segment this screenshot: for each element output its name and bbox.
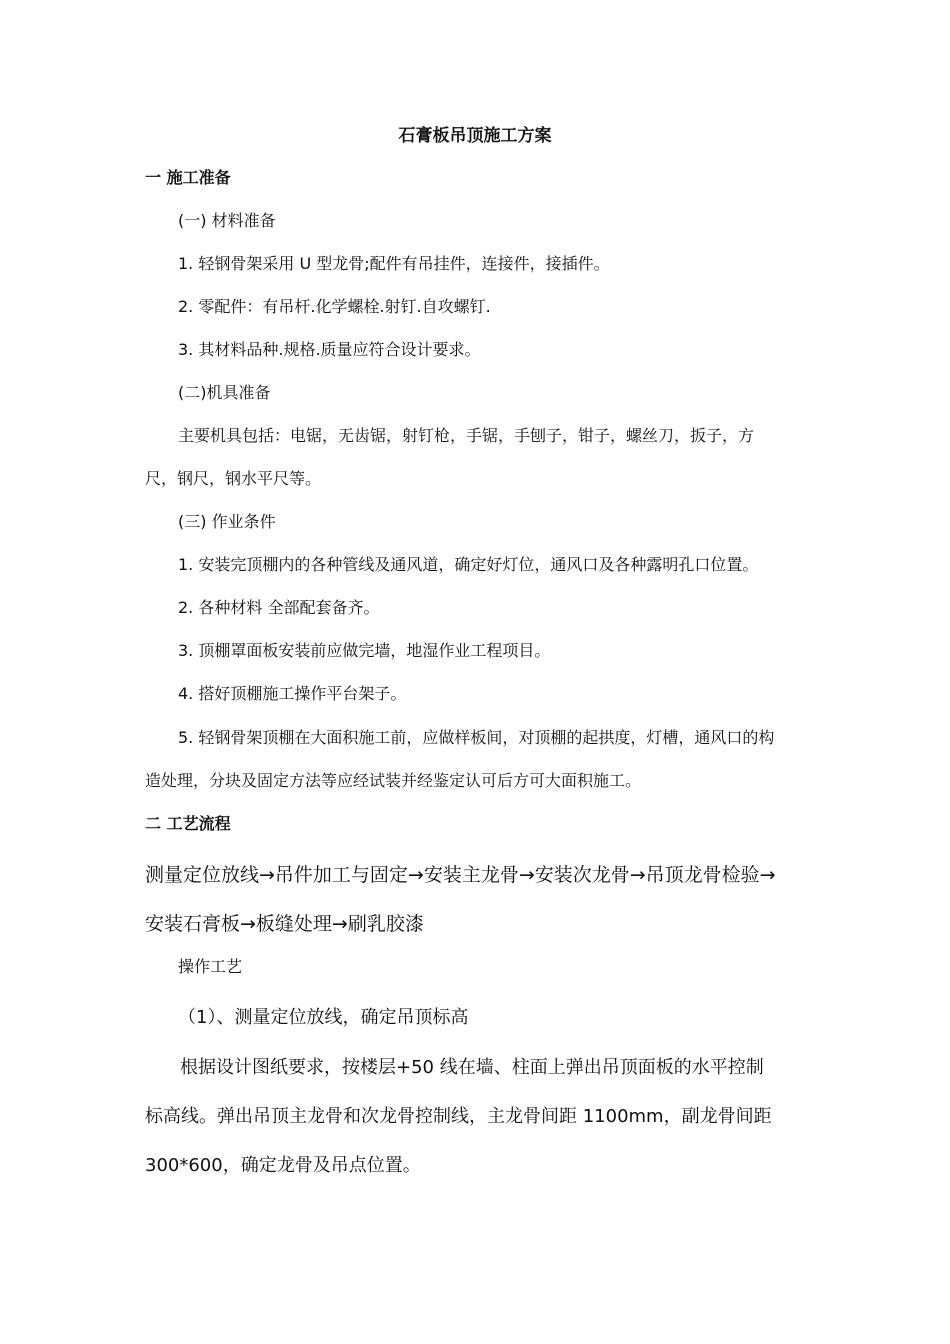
step-1-text-line-3: 300*600，确定龙骨及吊点位置。 bbox=[145, 1155, 421, 1176]
conditions-item-2: 2. 各种材料 全部配套备齐。 bbox=[178, 598, 380, 617]
tools-text-line-2: 尺，钢尺，钢水平尺等。 bbox=[145, 469, 322, 488]
subsection-heading-conditions: (三) 作业条件 bbox=[178, 512, 276, 531]
materials-item-3: 3. 其材料品种.规格.质量应符合设计要求。 bbox=[178, 340, 481, 359]
conditions-item-5-line-1: 5. 轻钢骨架顶棚在大面积施工前，应做样板间，对顶棚的起拱度，灯槽，通风口的构 bbox=[178, 728, 775, 747]
process-flow-line-2: 安装石膏板→板缝处理→刷乳胶漆 bbox=[145, 913, 424, 935]
step-1-heading: （1）、测量定位放线，确定吊顶标高 bbox=[178, 1007, 469, 1028]
conditions-item-5-line-2: 造处理，分块及固定方法等应经试装并经鉴定认可后方可大面积施工。 bbox=[145, 771, 642, 790]
conditions-item-4: 4. 搭好顶棚施工操作平台架子。 bbox=[178, 684, 407, 703]
document-title: 石膏板吊顶施工方案 bbox=[398, 126, 552, 146]
section-heading-process: 二 工艺流程 bbox=[145, 814, 231, 833]
process-flow-line-1: 测量定位放线→吊件加工与固定→安装主龙骨→安装次龙骨→吊顶龙骨检验→ bbox=[145, 864, 776, 886]
operation-heading: 操作工艺 bbox=[178, 957, 243, 976]
tools-text-line-1: 主要机具包括：电锯，无齿锯，射钉枪，手锯，手刨子，钳子，螺丝刀，扳子，方 bbox=[178, 426, 755, 445]
step-1-text-line-1: 根据设计图纸要求，按楼层+50 线在墙、柱面上弹出吊顶面板的水平控制 bbox=[180, 1057, 764, 1078]
materials-item-2: 2. 零配件：有吊杆.化学螺栓.射钉.自攻螺钉. bbox=[178, 297, 491, 316]
section-heading-preparation: 一 施工准备 bbox=[145, 168, 231, 187]
materials-item-1: 1. 轻钢骨架采用 U 型龙骨;配件有吊挂件，连接件，接插件。 bbox=[178, 254, 610, 273]
step-1-text-line-2: 标高线。弹出吊顶主龙骨和次龙骨控制线，主龙骨间距 1100mm，副龙骨间距 bbox=[145, 1106, 772, 1127]
conditions-item-1: 1. 安装完顶棚内的各种管线及通风道，确定好灯位，通风口及各种露明孔口位置。 bbox=[178, 555, 759, 574]
subsection-heading-materials: (一) 材料准备 bbox=[178, 211, 276, 230]
conditions-item-3: 3. 顶棚罩面板安装前应做完墙，地湿作业工程项目。 bbox=[178, 641, 551, 660]
subsection-heading-tools: (二)机具准备 bbox=[178, 383, 271, 402]
